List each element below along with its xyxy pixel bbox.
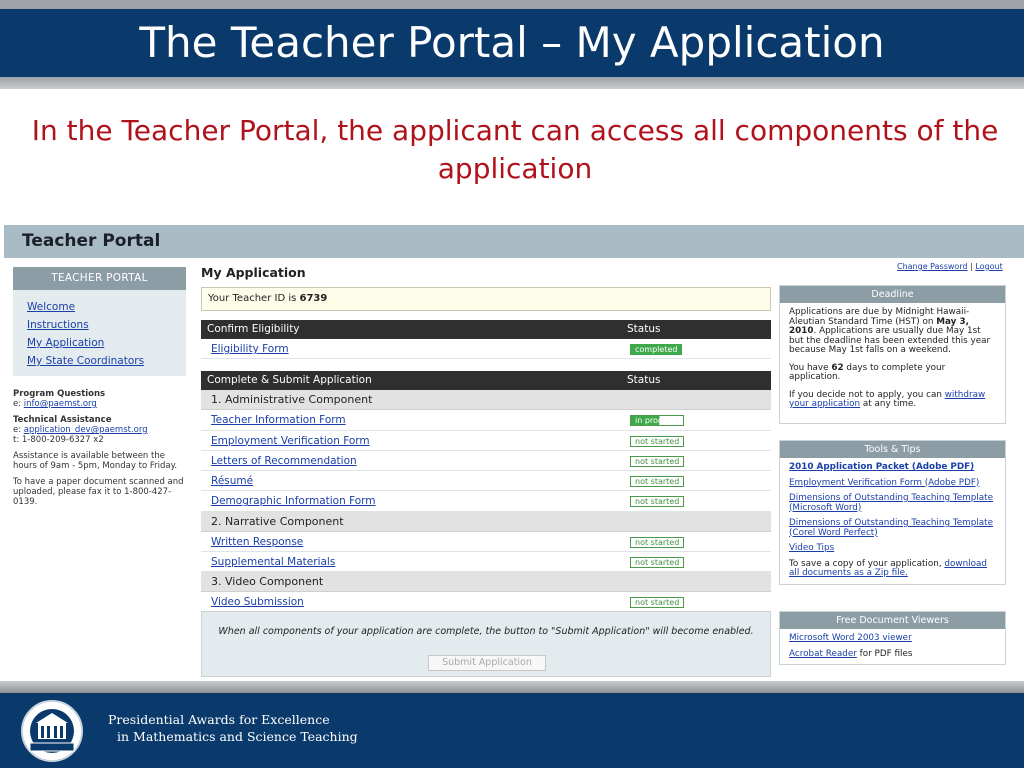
footer-org-name: [108, 711, 358, 745]
employment-verification-form-link[interactable]: Employment Verification Form: [211, 434, 370, 447]
tools-tips-body: [780, 458, 1005, 584]
program-questions: [13, 389, 185, 409]
slide-subtitle: In the Teacher Portal, the applicant can access all components of the application: [31, 114, 999, 185]
technical-assistance-label: Technical Assistance: [13, 415, 112, 425]
days-remaining-prefix: You have: [789, 362, 829, 373]
document-viewers-heading: Free Document Viewers: [780, 612, 1005, 629]
portal-header-title: Teacher Portal: [22, 231, 161, 251]
footer-band: [0, 693, 1024, 768]
days-remaining-value: 62: [831, 362, 844, 373]
assistance-hours: Assistance is available between the hours of 9am - 5pm, Monday to Friday.: [13, 451, 178, 471]
status-column-heading: Status: [627, 323, 661, 335]
tools-tips-heading: Tools & Tips: [780, 441, 1005, 458]
technical-assistance: [13, 415, 185, 445]
logout-link[interactable]: Logout: [975, 262, 1003, 271]
tools-tips-box: [779, 440, 1006, 585]
download-zip-link[interactable]: download all documents as a Zip file.: [789, 558, 987, 578]
confirm-eligibility-header: [201, 320, 771, 339]
confirm-eligibility-section: [201, 320, 771, 359]
dimensions-wordperfect-template-link[interactable]: Dimensions of Outstanding Teaching Template (Corel Word Perfect): [789, 518, 993, 538]
status-badge: not started: [630, 597, 684, 608]
acrobat-reader-suffix: for PDF files: [859, 648, 913, 659]
table-row: [201, 431, 771, 451]
teacher-id-box: [201, 287, 771, 311]
footer-border: [0, 681, 1024, 693]
deadline-heading: Deadline: [780, 286, 1005, 303]
deadline-text: [789, 308, 997, 356]
table-row: [201, 471, 771, 491]
table-row: [201, 491, 771, 511]
deadline-box: [779, 285, 1006, 424]
supplemental-materials-link[interactable]: Supplemental Materials: [211, 556, 336, 569]
complete-submit-header: [201, 371, 771, 390]
application-packet-link[interactable]: 2010 Application Packet (Adobe PDF): [789, 462, 975, 472]
video-component-heading: 3. Video Component: [201, 572, 771, 592]
left-nav: [13, 267, 186, 376]
submit-panel: [201, 611, 771, 677]
video-tips-link[interactable]: Video Tips: [789, 543, 835, 553]
written-response-link[interactable]: Written Response: [211, 535, 304, 548]
deadline-text-prefix: Applications are due by Midnight Hawaii-Aleutian Standard Time (HST) on: [789, 307, 970, 327]
table-row: [201, 339, 771, 359]
nav-item-my-application[interactable]: My Application: [27, 337, 105, 349]
status-badge: not started: [630, 456, 684, 467]
status-badge: completed: [630, 344, 682, 355]
paper-document-note: To have a paper document scanned and uploaded, please fax it to 1-800-427-0139.: [13, 477, 184, 507]
days-remaining-suffix: days to complete your application.: [789, 362, 946, 382]
tech-phone: t: 1-800-209-6327 x2: [13, 435, 104, 445]
eligibility-form-link[interactable]: Eligibility Form: [211, 343, 289, 355]
withdraw-text: [789, 391, 997, 410]
submit-application-button[interactable]: Submit Application: [428, 655, 546, 671]
status-badge: not started: [630, 436, 684, 447]
table-row: [201, 451, 771, 471]
withdraw-prefix: If you decide not to apply, you can: [789, 389, 942, 400]
my-application-title: My Application: [201, 265, 306, 280]
portal-screenshot: [0, 225, 1024, 680]
deadline-date: May 3, 2010: [789, 316, 969, 336]
complete-submit-section: [201, 371, 771, 612]
demographic-information-form-link[interactable]: Demographic Information Form: [211, 495, 376, 508]
table-row: [201, 532, 771, 552]
contact-info: [13, 389, 185, 513]
change-password-link[interactable]: Change Password: [897, 262, 968, 271]
submit-note: When all components of your application are complete, the button to "Submit Application" will become enabled.: [218, 626, 754, 637]
deadline-body: [780, 303, 1005, 423]
resume-link[interactable]: Résumé: [211, 475, 254, 488]
nav-item-instructions[interactable]: Instructions: [27, 319, 89, 331]
teacher-information-form-link[interactable]: Teacher Information Form: [211, 414, 346, 427]
nav-item-state-coordinators[interactable]: My State Coordinators: [27, 355, 145, 367]
teacher-id-label: Your Teacher ID is: [208, 293, 297, 304]
video-submission-link[interactable]: Video Submission: [211, 596, 304, 609]
account-links: [897, 262, 1003, 271]
dimensions-word-template-link[interactable]: Dimensions of Outstanding Teaching Template (Microsoft Word): [789, 493, 993, 513]
tech-email-prefix: e:: [13, 425, 22, 435]
title-underline: [0, 77, 1024, 89]
letters-of-recommendation-link[interactable]: Letters of Recommendation: [211, 454, 357, 467]
nav-list: [13, 290, 186, 376]
status-column-heading: Status: [627, 374, 661, 387]
complete-submit-heading: Complete & Submit Application: [207, 374, 372, 387]
tech-email-link[interactable]: application_dev@paemst.org: [23, 425, 148, 435]
footer-line-2: in Mathematics and Science Teaching: [117, 729, 358, 744]
nav-heading: TEACHER PORTAL: [13, 267, 186, 290]
status-badge: not started: [630, 476, 684, 487]
account-links-separator: |: [970, 262, 973, 271]
document-viewers-box: [779, 611, 1006, 665]
withdraw-suffix: at any time.: [862, 399, 917, 409]
employment-verification-pdf-link[interactable]: Employment Verification Form (Adobe PDF): [789, 477, 980, 488]
download-zip-text: [789, 560, 997, 579]
my-application-panel: [201, 265, 771, 613]
table-row: [201, 552, 771, 572]
title-band: [0, 9, 1024, 77]
word-viewer-link[interactable]: Microsoft Word 2003 viewer: [789, 633, 912, 643]
table-row: [201, 592, 771, 612]
paemst-seal-logo: [10, 699, 94, 763]
status-badge: not started: [630, 537, 684, 548]
program-email-link[interactable]: info@paemst.org: [23, 399, 97, 409]
deadline-text-suffix: . Applications are usually due May 1st but the deadline has been extended this year because May 1st falls on a weekend.: [789, 326, 991, 355]
confirm-eligibility-heading: Confirm Eligibility: [207, 323, 300, 335]
footer-line-1: Presidential Awards for Excellence: [108, 712, 330, 727]
slide-title: The Teacher Portal – My Application: [139, 18, 885, 67]
document-viewers-body: [780, 629, 1005, 664]
portal-header: [4, 225, 1024, 258]
program-questions-label: Program Questions: [13, 389, 106, 399]
nav-item-welcome[interactable]: Welcome: [27, 301, 76, 313]
download-zip-prefix: To save a copy of your application,: [789, 558, 942, 569]
administrative-component-heading: 1. Administrative Component: [201, 390, 771, 410]
teacher-id-value: 6739: [299, 293, 328, 304]
table-row: [201, 410, 771, 430]
withdraw-application-link[interactable]: withdraw your application: [789, 389, 986, 409]
program-email-prefix: e:: [13, 399, 22, 409]
acrobat-reader-text: [789, 650, 997, 660]
status-badge: in progress: [630, 415, 684, 426]
days-remaining-text: [789, 364, 997, 383]
slide-top-border: [0, 0, 1024, 9]
status-badge: not started: [630, 496, 684, 507]
narrative-component-heading: 2. Narrative Component: [201, 512, 771, 532]
acrobat-reader-link[interactable]: Acrobat Reader: [789, 648, 857, 659]
status-badge: not started: [630, 557, 684, 568]
